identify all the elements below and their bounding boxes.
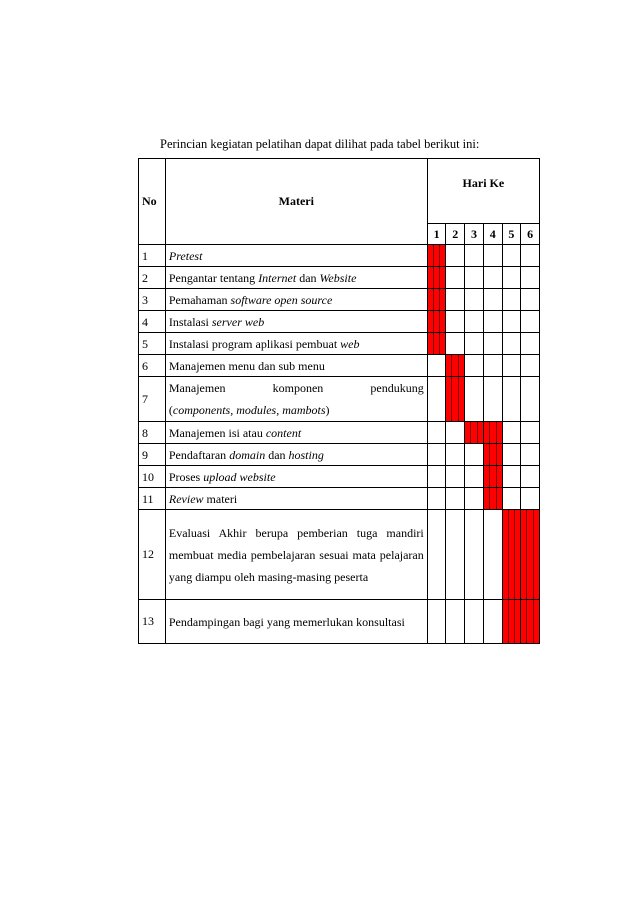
table-row <box>139 466 540 488</box>
row-number: 8 <box>139 422 166 444</box>
row-number: 3 <box>139 289 166 311</box>
gantt-cell-day-5 <box>502 289 521 311</box>
gantt-cell-day-1 <box>427 488 446 510</box>
row-number: 1 <box>139 245 166 267</box>
gantt-cell-day-4 <box>483 311 502 333</box>
gantt-cell-day-5 <box>502 466 521 488</box>
row-number: 4 <box>139 311 166 333</box>
gantt-cell-day-4 <box>483 245 502 267</box>
gantt-cell-day-1 <box>427 422 446 444</box>
gantt-cell-day-6 <box>521 355 540 377</box>
row-materi: Pretest <box>165 245 427 267</box>
gantt-cell-day-6 <box>521 444 540 466</box>
row-number: 5 <box>139 333 166 355</box>
gantt-cell-day-6 <box>521 245 540 267</box>
gantt-cell-day-2 <box>446 245 465 267</box>
gantt-cell-day-5 <box>502 333 521 355</box>
gantt-cell-day-3 <box>465 289 484 311</box>
gantt-cell-day-3 <box>465 333 484 355</box>
gantt-bar-day-2 <box>446 355 465 377</box>
gantt-cell-day-2 <box>446 510 465 600</box>
gantt-cell-day-1 <box>427 510 446 600</box>
gantt-cell-day-1 <box>427 600 446 644</box>
row-materi: Review materi <box>165 488 427 510</box>
gantt-cell-day-4 <box>483 289 502 311</box>
gantt-cell-day-2 <box>446 267 465 289</box>
gantt-bar-day-5 <box>502 600 521 644</box>
gantt-cell-day-2 <box>446 422 465 444</box>
gantt-bar-day-6 <box>521 600 540 644</box>
gantt-cell-day-5 <box>502 488 521 510</box>
gantt-cell-day-3 <box>465 444 484 466</box>
gantt-cell-day-2 <box>446 444 465 466</box>
gantt-cell-day-5 <box>502 355 521 377</box>
gantt-cell-day-2 <box>446 333 465 355</box>
row-materi: Instalasi server web <box>165 311 427 333</box>
header-hari-ke: Hari Ke <box>427 159 539 224</box>
gantt-cell-day-3 <box>465 377 484 422</box>
gantt-cell-day-6 <box>521 377 540 422</box>
gantt-cell-day-3 <box>465 466 484 488</box>
gantt-bar-day-5 <box>502 510 521 600</box>
table-row <box>139 488 540 510</box>
gantt-cell-day-2 <box>446 466 465 488</box>
table-row <box>139 311 540 333</box>
gantt-cell-day-3 <box>465 510 484 600</box>
row-number: 10 <box>139 466 166 488</box>
gantt-cell-day-4 <box>483 333 502 355</box>
gantt-cell-day-3 <box>465 355 484 377</box>
gantt-cell-day-1 <box>427 466 446 488</box>
gantt-bar-day-3 <box>465 422 484 444</box>
gantt-cell-day-6 <box>521 466 540 488</box>
gantt-cell-day-5 <box>502 422 521 444</box>
gantt-cell-day-5 <box>502 267 521 289</box>
gantt-cell-day-6 <box>521 488 540 510</box>
row-materi: Instalasi program aplikasi pembuat web <box>165 333 427 355</box>
row-number: 9 <box>139 444 166 466</box>
gantt-bar-day-6 <box>521 510 540 600</box>
gantt-cell-day-4 <box>483 355 502 377</box>
row-number: 7 <box>139 377 166 422</box>
gantt-cell-day-1 <box>427 355 446 377</box>
gantt-cell-day-3 <box>465 600 484 644</box>
gantt-bar-day-4 <box>483 444 502 466</box>
row-materi: Pendaftaran domain dan hosting <box>165 444 427 466</box>
gantt-cell-day-5 <box>502 444 521 466</box>
gantt-bar-day-4 <box>483 488 502 510</box>
table-row <box>139 444 540 466</box>
gantt-cell-day-6 <box>521 422 540 444</box>
table-row <box>139 600 540 644</box>
table-row <box>139 422 540 444</box>
header-day-5: 5 <box>502 224 521 245</box>
gantt-cell-day-5 <box>502 311 521 333</box>
table-row <box>139 267 540 289</box>
gantt-bar-day-2 <box>446 377 465 422</box>
header-no: No <box>139 159 166 245</box>
gantt-bar-day-1 <box>427 311 446 333</box>
gantt-cell-day-6 <box>521 289 540 311</box>
gantt-bar-day-1 <box>427 267 446 289</box>
gantt-cell-day-6 <box>521 333 540 355</box>
gantt-cell-day-5 <box>502 245 521 267</box>
header-day-3: 3 <box>465 224 484 245</box>
gantt-cell-day-4 <box>483 267 502 289</box>
gantt-bar-day-4 <box>483 466 502 488</box>
gantt-cell-day-3 <box>465 267 484 289</box>
gantt-cell-day-2 <box>446 289 465 311</box>
table-row <box>139 245 540 267</box>
header-materi: Materi <box>165 159 427 245</box>
gantt-bar-day-1 <box>427 333 446 355</box>
row-materi: Pengantar tentang Internet dan Website <box>165 267 427 289</box>
gantt-cell-day-1 <box>427 377 446 422</box>
header-day-1: 1 <box>427 224 446 245</box>
header-day-6: 6 <box>521 224 540 245</box>
gantt-cell-day-2 <box>446 600 465 644</box>
gantt-cell-day-2 <box>446 311 465 333</box>
row-materi: Proses upload website <box>165 466 427 488</box>
row-materi: Pemahaman software open source <box>165 289 427 311</box>
header-day-4: 4 <box>483 224 502 245</box>
row-materi: Pendampingan bagi yang memerlukan konsultasi <box>165 600 427 644</box>
table-row <box>139 510 540 600</box>
row-number: 2 <box>139 267 166 289</box>
gantt-cell-day-3 <box>465 311 484 333</box>
table-row <box>139 333 540 355</box>
gantt-cell-day-4 <box>483 510 502 600</box>
table-row <box>139 355 540 377</box>
table-row <box>139 377 540 422</box>
gantt-cell-day-6 <box>521 267 540 289</box>
header-day-2: 2 <box>446 224 465 245</box>
row-materi: Manajemen menu dan sub menu <box>165 355 427 377</box>
gantt-cell-day-4 <box>483 377 502 422</box>
table-row <box>139 289 540 311</box>
row-number: 11 <box>139 488 166 510</box>
gantt-cell-day-1 <box>427 444 446 466</box>
row-materi: Evaluasi Akhir berupa pemberian tuga mandiri membuat media pembelajaran sesuai mata pelajaran yang diampu oleh masing-masing peserta <box>165 510 427 600</box>
intro-text: Perincian kegiatan pelatihan dapat dilihat pada tabel berikut ini: <box>160 137 480 151</box>
gantt-bar-day-4 <box>483 422 502 444</box>
row-materi: Manajemen komponen pendukung (components, modules, mambots) <box>165 377 427 422</box>
schedule-table <box>138 158 540 644</box>
row-number: 12 <box>139 510 166 600</box>
gantt-bar-day-1 <box>427 289 446 311</box>
gantt-cell-day-5 <box>502 377 521 422</box>
gantt-bar-day-1 <box>427 245 446 267</box>
row-number: 6 <box>139 355 166 377</box>
gantt-cell-day-3 <box>465 488 484 510</box>
row-materi: Manajemen isi atau content <box>165 422 427 444</box>
row-number: 13 <box>139 600 166 644</box>
gantt-cell-day-2 <box>446 488 465 510</box>
gantt-cell-day-6 <box>521 311 540 333</box>
gantt-cell-day-3 <box>465 245 484 267</box>
gantt-cell-day-4 <box>483 600 502 644</box>
